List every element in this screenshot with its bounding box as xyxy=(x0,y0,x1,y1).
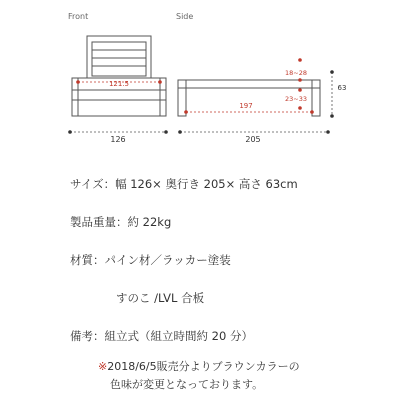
front-outer-width-label: 126 xyxy=(110,135,126,144)
front-inner-dimension xyxy=(76,80,162,88)
headboard-gap-b-label: 23~33 xyxy=(285,95,307,103)
note-text-1: 2018/6/5販売分よりブラウンカラーの xyxy=(107,360,300,373)
dimension-endpoint-dot xyxy=(310,110,314,114)
spec-material: 材質：パイン材／ラッカー塗装 xyxy=(70,253,231,267)
side-footboard-post xyxy=(178,80,186,116)
note-mark: ※ xyxy=(98,360,108,373)
dimension-endpoint-dot xyxy=(298,106,302,110)
dimension-endpoint-dot xyxy=(178,130,182,134)
front-inner-width-label: 121.5 xyxy=(108,80,130,88)
side-gap-dimensions xyxy=(285,58,307,110)
side-headboard-post xyxy=(312,80,320,116)
dimension-endpoint-dot xyxy=(298,78,302,82)
dimension-endpoint-dot xyxy=(184,110,188,114)
dimension-endpoint-dot xyxy=(164,130,168,134)
spec-slats: すのこ /LVL 合板 xyxy=(116,291,205,305)
dimension-endpoint-dot xyxy=(326,130,330,134)
side-height-dimension xyxy=(330,70,346,118)
front-headboard-inner xyxy=(92,42,146,76)
side-inner-length-label: 197 xyxy=(239,102,253,110)
front-outer-dimension xyxy=(68,130,168,144)
dimension-endpoint-dot xyxy=(68,130,72,134)
bed-dimension-diagram xyxy=(0,0,400,150)
headboard-gap-a-label: 18~28 xyxy=(285,69,307,77)
dimension-endpoint-dot xyxy=(330,70,334,74)
side-outer-dimension xyxy=(178,130,330,144)
note-line-1 xyxy=(98,358,300,374)
dimension-endpoint-dot xyxy=(158,80,162,84)
side-inner-dimension xyxy=(184,102,314,114)
spec-weight: 製品重量：約 22kg xyxy=(70,215,172,229)
dimension-endpoint-dot xyxy=(330,114,334,118)
side-view-label: Side xyxy=(176,12,194,21)
spec-size: サイズ：幅 126× 奥行き 205× 高さ 63cm xyxy=(70,177,298,191)
front-view-label: Front xyxy=(68,12,89,21)
dimension-drawing xyxy=(0,0,400,150)
front-view xyxy=(72,36,166,116)
side-outer-length-label: 205 xyxy=(245,135,261,144)
dimension-endpoint-dot xyxy=(76,80,80,84)
note-line-2: 色味が変更となっております。 xyxy=(110,378,264,391)
dimension-endpoint-dot xyxy=(298,58,302,62)
spec-remarks: 備考：組立式（組立時間約 20 分） xyxy=(70,329,253,343)
overall-height-label: 63 xyxy=(337,84,347,92)
dimension-endpoint-dot xyxy=(298,88,302,92)
